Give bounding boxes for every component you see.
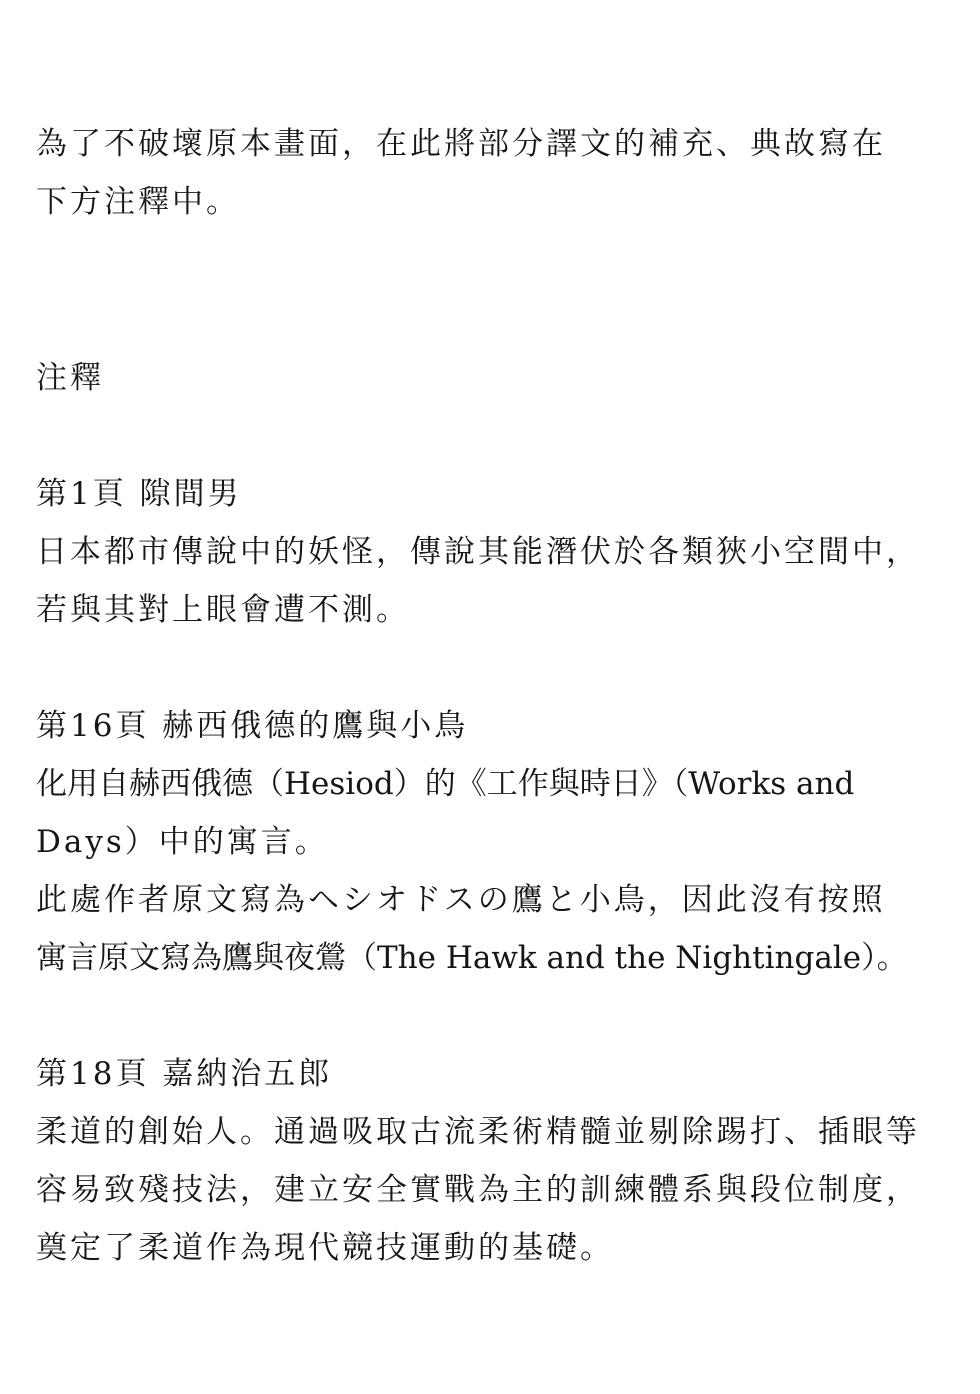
note-3-title: 第18頁 嘉納治五郎	[36, 1056, 333, 1092]
note-3-line-3: 奠定了柔道作為現代競技運動的基礎。	[36, 1230, 614, 1266]
note-1-line-1: 日本都市傳說中的妖怪，傳說其能潛伏於各類狹小空間中，	[36, 534, 920, 570]
note-2-title: 第16頁 赫西俄德的鷹與小鳥	[36, 708, 469, 744]
note-2-line-2: Days）中的寓言。	[36, 824, 329, 860]
notes-heading: 注釋	[36, 360, 104, 396]
note-3-line-2: 容易致殘技法，建立安全實戰為主的訓練體系與段位制度，	[36, 1172, 920, 1208]
note-3-line-1: 柔道的創始人。通過吸取古流柔術精髓並剔除踢打、插眼等	[36, 1114, 920, 1150]
translation-notes-page	[36, 0, 936, 1394]
intro-line-2: 下方注釋中。	[36, 184, 240, 220]
intro-line-1: 為了不破壞原本畫面，在此將部分譯文的補充、典故寫在	[36, 126, 886, 162]
note-1-title: 第1頁 隙間男	[36, 476, 242, 512]
note-2-line-1: 化用自赫西俄德（Hesiod）的《工作與時日》（Works and	[36, 766, 855, 802]
note-2-line-3: 此處作者原文寫為ヘシオドスの鷹と小鳥，因此沒有按照	[36, 882, 886, 918]
note-2-line-4: 寓言原文寫為鷹與夜鶯（The Hawk and the Nightingale）。	[36, 940, 908, 976]
note-1-line-2: 若與其對上眼會遭不測。	[36, 592, 410, 628]
